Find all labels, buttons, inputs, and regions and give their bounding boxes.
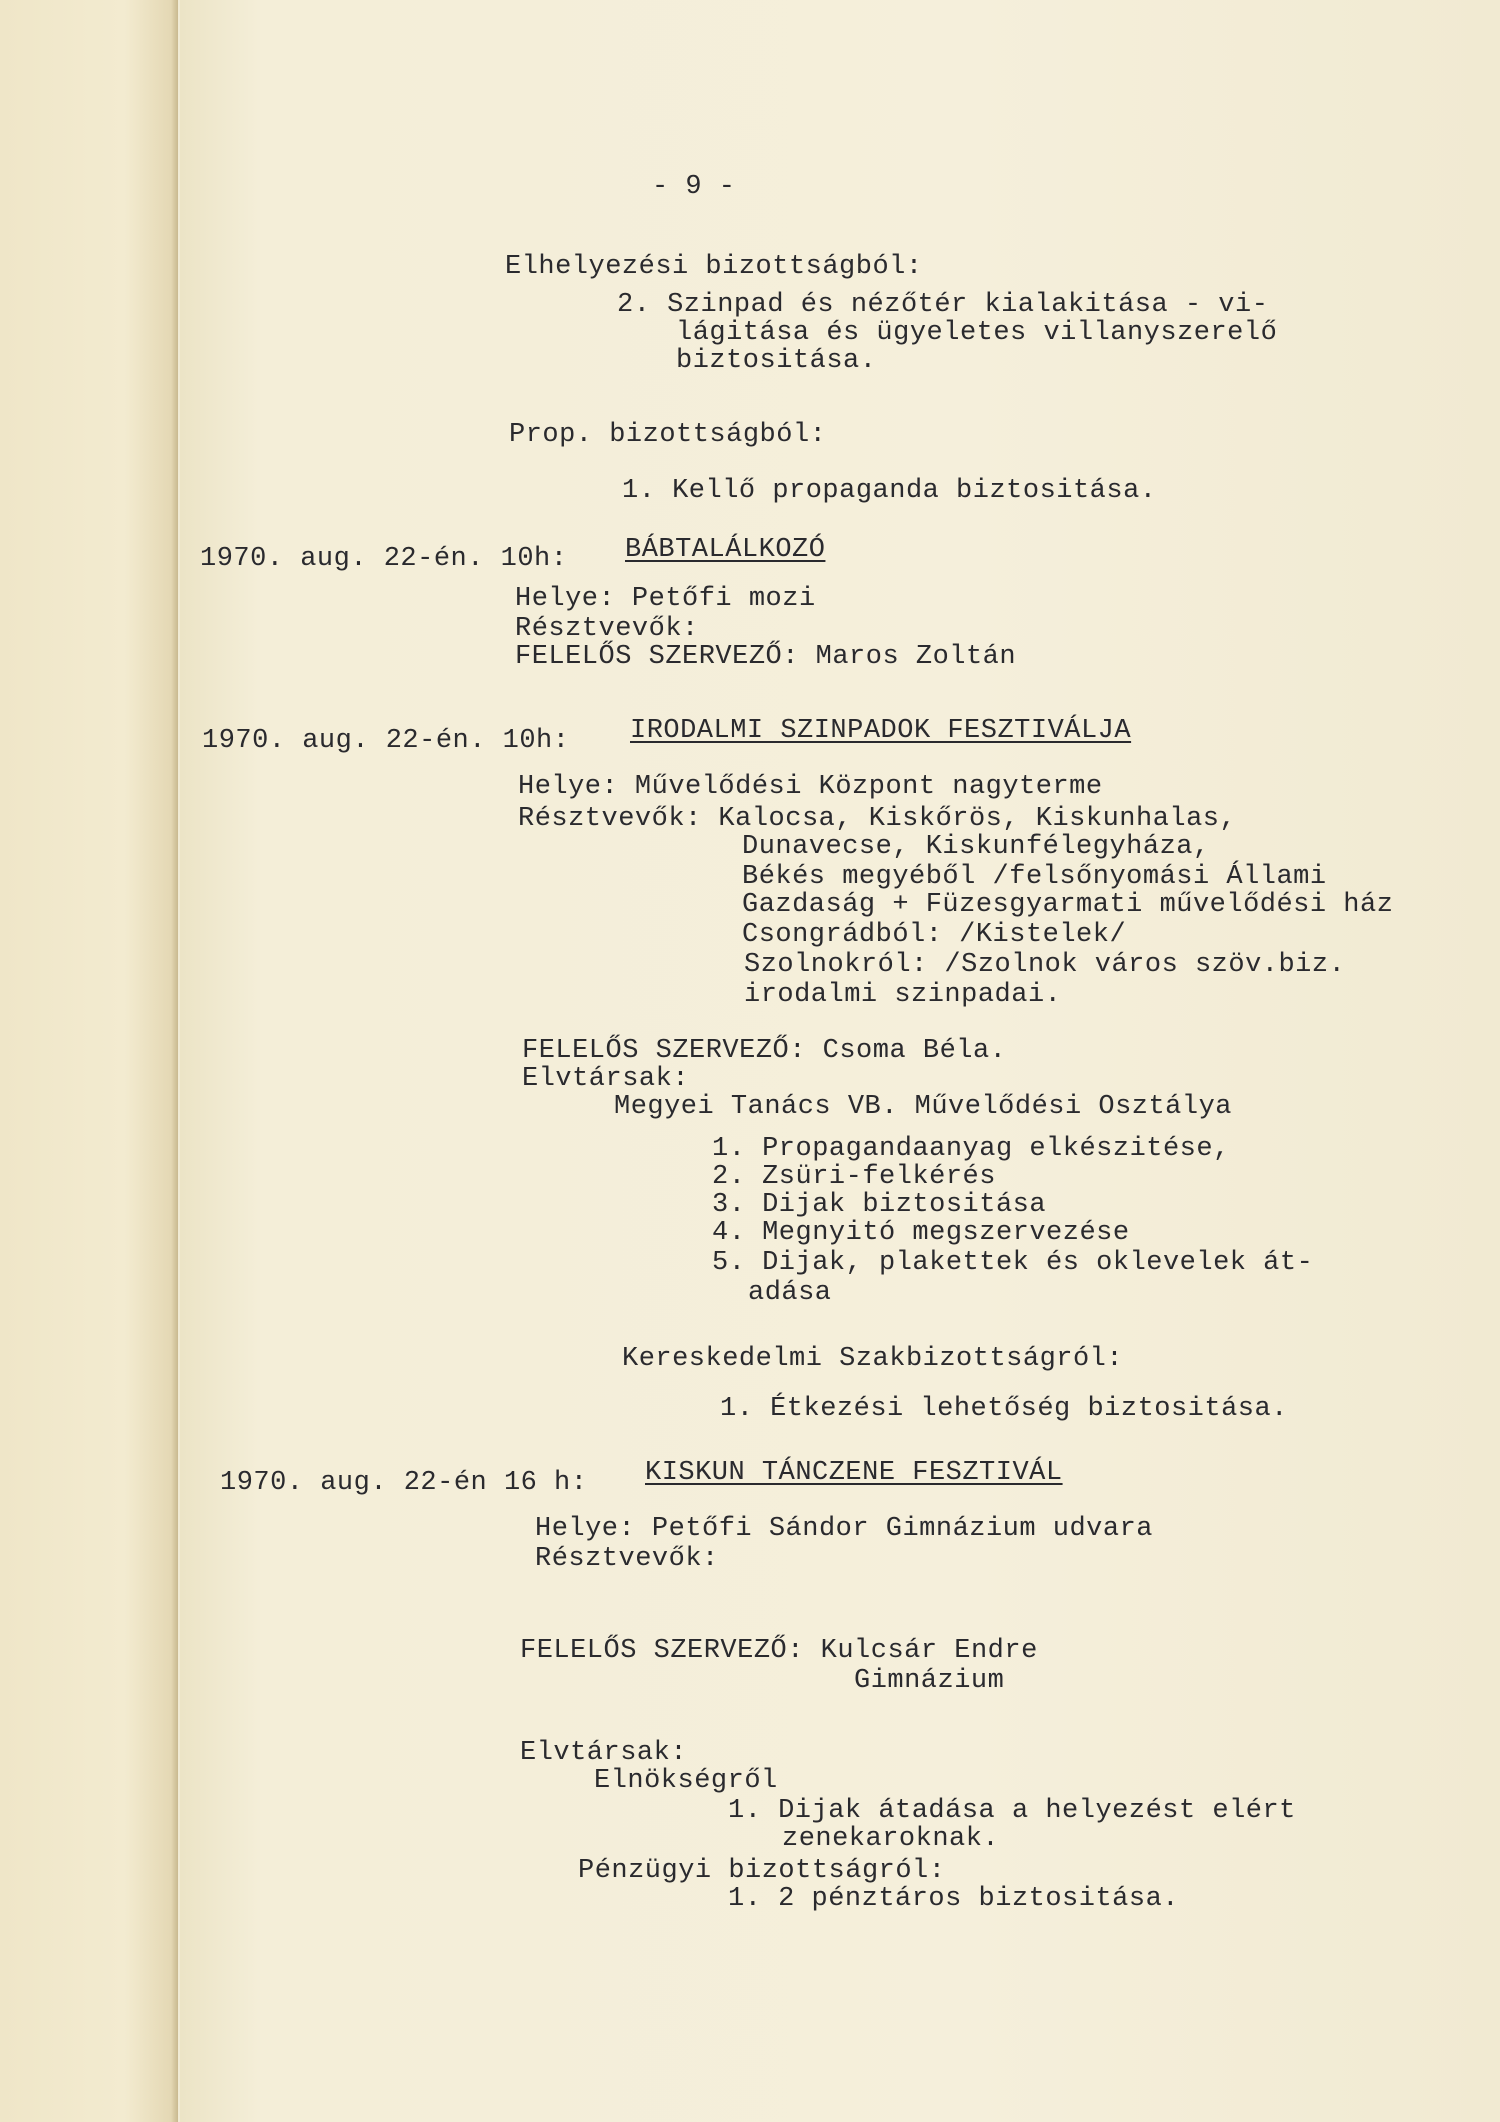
organizer-line: FELELŐS SZERVEZŐ: Kulcsár Endre [520, 1636, 1038, 1666]
event-date: 1970. aug. 22-én 16 h: [220, 1468, 588, 1498]
task-line: 1. 2 pénztáros biztositása. [728, 1884, 1179, 1914]
event-title: BÁBTALÁLKOZÓ [625, 535, 826, 565]
committee-heading: Prop. bizottságból: [509, 420, 827, 450]
task-line: 1. Dijak átadása a helyezést elért [728, 1796, 1296, 1826]
venue-line: Helye: Petőfi Sándor Gimnázium udvara [535, 1514, 1153, 1544]
task-line: zenekaroknak. [782, 1824, 1000, 1854]
task-line: 5. Dijak, plakettek és oklevelek át- [712, 1248, 1314, 1278]
task-line: 1. Propagandaanyag elkészitése, [712, 1134, 1230, 1164]
committee-heading: Kereskedelmi Szakbizottságról: [622, 1344, 1124, 1374]
department-line: Megyei Tanács VB. Művelődési Osztálya [614, 1092, 1232, 1122]
organizer-line: FELELŐS SZERVEZŐ: Csoma Béla. [522, 1036, 1007, 1066]
committee-heading: Elhelyezési bizottságból: [505, 252, 923, 282]
participants-line: Gazdaság + Füzesgyarmati művelődési ház [742, 890, 1394, 920]
participants-line: Dunavecse, Kiskunfélegyháza, [742, 832, 1210, 862]
participants-line: Békés megyéből /felsőnyomási Állami [742, 862, 1327, 892]
participants-line: Szolnokról: /Szolnok város szöv.biz. [744, 950, 1346, 980]
participants-line: Csongrádból: /Kistelek/ [742, 920, 1127, 950]
task-line: 1. Kellő propaganda biztositása. [622, 476, 1157, 506]
venue-line: Helye: Művelődési Központ nagyterme [518, 772, 1103, 802]
comrades-label: Elvtársak: [522, 1064, 690, 1094]
task-line: adása [748, 1278, 832, 1308]
venue-line: Helye: Petőfi mozi [515, 584, 816, 614]
task-line: 4. Megnyitó megszervezése [712, 1218, 1130, 1248]
task-line: 2. Szinpad és nézőtér kialakitása - vi- [617, 290, 1269, 320]
participants-label: Résztvevők: [515, 614, 699, 644]
organizer-line: FELELŐS SZERVEZŐ: Maros Zoltán [515, 642, 1017, 672]
task-line: lágitása és ügyeletes villanyszerelő [676, 318, 1278, 348]
task-line: 2. Zsüri-felkérés [712, 1162, 996, 1192]
task-line: 3. Dijak biztositása [712, 1190, 1047, 1220]
page-number: - 9 - [652, 172, 736, 202]
committee-heading: Elnökségről [594, 1766, 778, 1796]
event-date: 1970. aug. 22-én. 10h: [202, 726, 570, 756]
organizer-line: Gimnázium [854, 1666, 1005, 1696]
event-title: IRODALMI SZINPADOK FESZTIVÁLJA [630, 716, 1132, 746]
task-line: 1. Étkezési lehetőség biztositása. [720, 1394, 1288, 1424]
event-date: 1970. aug. 22-én. 10h: [200, 544, 568, 574]
comrades-label: Elvtársak: [520, 1738, 688, 1768]
task-line: biztositása. [676, 346, 877, 376]
participants-line: irodalmi szinpadai. [744, 980, 1062, 1010]
participants-label: Résztvevők: [535, 1544, 719, 1574]
participants-line: Résztvevők: Kalocsa, Kiskőrös, Kiskunhalas, [518, 804, 1237, 834]
committee-heading: Pénzügyi bizottságról: [578, 1856, 946, 1886]
binding-margin [0, 0, 178, 2122]
event-title: KISKUN TÁNCZENE FESZTIVÁL [645, 1458, 1063, 1488]
